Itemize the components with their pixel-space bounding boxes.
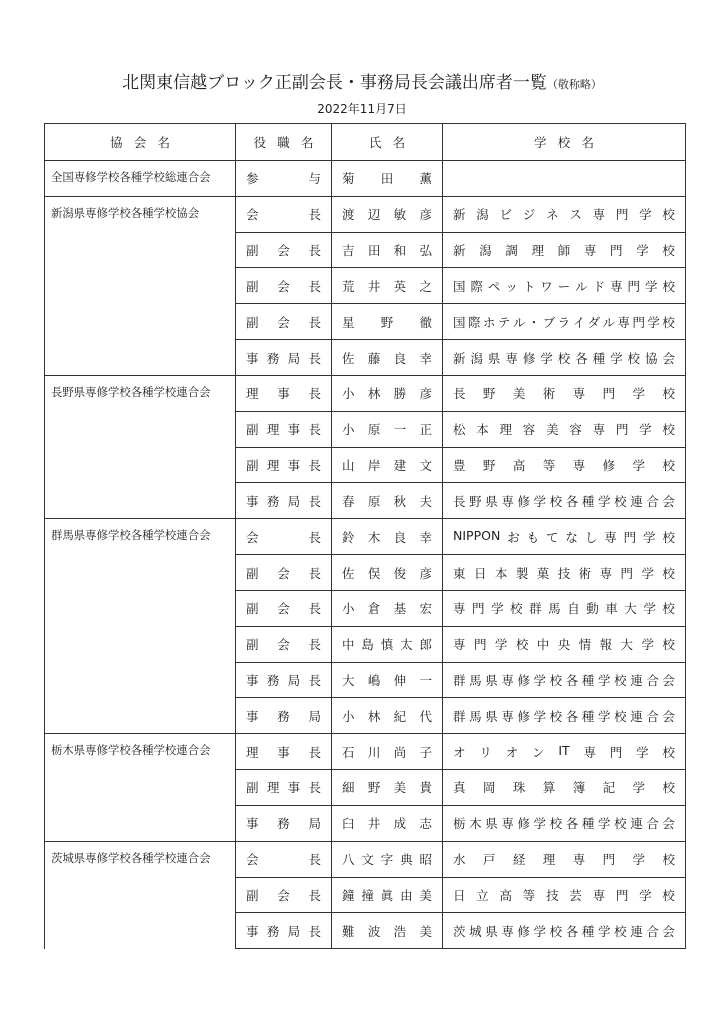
role-cell [236,232,332,268]
header-row [45,124,686,161]
name-cell [332,841,443,877]
table-header [45,124,686,161]
role-cell-text: 副 会 長 [246,243,321,259]
name-cell-text: 佐 俣 俊 彦 [342,565,432,581]
title-note: （敬称略） [546,78,602,91]
school-cell-text: 豊 野 高 等 専 修 学 校 [453,458,675,474]
header-association: 協会名 [45,124,236,161]
name-cell-text: 細 野 美 貴 [342,780,432,796]
role-cell-text: 事 務 局 長 [246,673,321,688]
role-cell [236,734,332,770]
role-cell-text: 副 理 事 長 [246,458,321,474]
school-cell-text: 群 馬 県 専 修 学 校 各 種 学 校 連 合 会 [453,708,675,724]
role-cell [236,304,332,340]
school-cell [443,841,686,877]
name-cell-text: 佐 藤 良 幸 [342,350,432,366]
name-cell-text: 星 野 徹 [342,314,432,330]
school-cell-text: 日 立 高 等 技 芸 専 門 学 校 [453,887,675,903]
name-cell-text: 中 島 慎 太 郎 [342,637,432,653]
name-cell-text: 小 倉 基 宏 [342,601,432,617]
name-cell [332,196,443,232]
name-cell-text: 渡 辺 敏 彦 [342,207,432,223]
name-cell [332,877,443,913]
role-cell-text: 参 与 [246,171,321,187]
name-cell [332,268,443,304]
role-cell [236,340,332,376]
table-row [45,196,686,232]
name-cell-text: 大 嶋 伸 一 [342,673,432,688]
role-cell [236,447,332,483]
school-cell [443,196,686,232]
role-cell-text: 事 務 局 長 [246,350,321,366]
name-cell [332,698,443,734]
role-cell [236,698,332,734]
association-cell: 全国専修学校各種学校総連合会 [45,161,236,197]
name-cell-text: 春 原 秋 夫 [342,493,432,509]
school-cell [443,734,686,770]
name-cell [332,483,443,519]
role-cell [236,268,332,304]
association-cell: 栃木県専修学校各種学校連合会 [45,734,236,841]
role-cell-text: 理 事 長 [246,744,321,760]
association-cell: 長野県専修学校各種学校連合会 [45,375,236,518]
school-cell-text: 東 日 本 製 菓 技 術 専 門 学 校 [453,565,675,581]
role-cell-text: 副 会 長 [246,565,321,581]
school-cell-text: 新 潟 調 理 師 専 門 学 校 [453,243,675,259]
name-cell-text: 荒 井 英 之 [342,278,432,294]
school-cell [443,805,686,841]
name-cell [332,770,443,806]
school-cell-text: 国 際 ペ ッ ト ワ ー ル ド 専 門 学 校 [453,278,675,294]
role-cell-text: 副 理 事 長 [246,422,321,438]
school-cell-text: 水 戸 経 理 専 門 学 校 [453,852,675,868]
name-cell [332,232,443,268]
role-cell-text: 会 長 [246,207,321,223]
name-cell-text: 八 文 字 典 昭 [342,852,432,868]
name-cell [332,734,443,770]
school-cell [443,304,686,340]
school-cell [443,232,686,268]
role-cell [236,913,332,949]
role-cell [236,626,332,662]
role-cell-text: 理 事 長 [246,386,321,402]
role-cell-text: 副 会 長 [246,637,321,653]
name-cell-text: 臼 井 成 志 [342,816,432,832]
name-cell [332,375,443,411]
school-cell [443,877,686,913]
role-cell-text: 副 会 長 [246,601,321,617]
school-cell [443,770,686,806]
name-cell-text: 菊 田 薫 [342,171,432,187]
role-cell-text: 副 会 長 [246,887,321,903]
name-cell [332,411,443,447]
header-school: 学校名 [443,124,686,161]
name-cell [332,340,443,376]
role-cell [236,770,332,806]
school-cell [443,590,686,626]
table-row [45,161,686,197]
name-cell-text: 石 川 尚 子 [342,744,432,760]
name-cell-text: 鈴 木 良 幸 [342,529,432,545]
name-cell-text: 吉 田 和 弘 [342,243,432,259]
school-cell [443,340,686,376]
role-cell [236,805,332,841]
role-cell [236,375,332,411]
school-cell [443,626,686,662]
association-cell: 茨城県専修学校各種学校連合会 [45,841,236,948]
school-cell [443,662,686,698]
school-cell [443,375,686,411]
document-title [0,72,724,96]
association-cell: 新潟県専修学校各種学校協会 [45,196,236,375]
school-cell [443,519,686,555]
role-cell [236,662,332,698]
school-cell-text: 新 潟 ビ ジ ネ ス 専 門 学 校 [453,207,675,223]
school-cell [443,698,686,734]
name-cell [332,626,443,662]
role-cell [236,841,332,877]
name-cell [332,913,443,949]
table-row [45,519,686,555]
table-body [45,161,686,949]
role-cell-text: 会 長 [246,529,321,545]
school-cell-text: 専 門 学 校 中 央 情 報 大 学 校 [453,637,675,653]
school-cell-text: 松 本 理 容 美 容 専 門 学 校 [453,422,675,438]
school-cell-text: 茨 城 県 専 修 学 校 各 種 学 校 連 合 会 [453,923,675,939]
document-date: 2022年11月7日 [317,102,407,116]
school-cell-text: 真 岡 珠 算 簿 記 学 校 [453,780,675,796]
school-cell [443,268,686,304]
role-cell-text: 副 理 事 長 [246,780,321,796]
name-cell-text: 山 岸 建 文 [342,458,432,474]
role-cell-text: 事 務 局 長 [246,493,321,509]
school-cell-text: 長 野 美 術 専 門 学 校 [453,386,675,402]
school-cell-text: 専 門 学 校 群 馬 自 動 車 大 学 校 [453,601,675,617]
header-role: 役職名 [236,124,332,161]
name-cell [332,555,443,591]
title-main: 北関東信越ブロック正副会長・事務局長会議出席者一覧 [122,73,547,93]
school-cell-text: 群 馬 県 専 修 学 校 各 種 学 校 連 合 会 [453,673,675,688]
name-cell [332,590,443,626]
attendee-table [44,123,686,949]
school-cell [443,483,686,519]
role-cell [236,590,332,626]
name-cell-text: 小 林 紀 代 [342,708,432,724]
school-cell-text: NIPPON お も て な し 専 門 学 校 [453,527,675,545]
role-cell [236,519,332,555]
name-cell [332,519,443,555]
name-cell [332,805,443,841]
role-cell-text: 事 務 局 長 [246,923,321,939]
table-row [45,734,686,770]
school-cell [443,913,686,949]
role-cell-text: 事 務 局 [246,708,321,724]
name-cell-text: 難 波 浩 美 [342,923,432,939]
name-cell [332,662,443,698]
school-cell [443,555,686,591]
name-cell [332,447,443,483]
role-cell [236,555,332,591]
header-name: 氏名 [332,124,443,161]
school-cell [443,411,686,447]
role-cell [236,411,332,447]
name-cell-text: 鐘 撞 眞 由 美 [342,887,432,903]
table-row [45,841,686,877]
role-cell [236,877,332,913]
school-cell-text: 栃 木 県 専 修 学 校 各 種 学 校 連 合 会 [453,816,675,832]
table-row [45,375,686,411]
school-cell-text: 長 野 県 専 修 学 校 各 種 学 校 連 合 会 [453,493,675,509]
name-cell-text: 小 原 一 正 [342,422,432,438]
school-cell-text: 国 際 ホ テ ル ・ ブ ラ イ ダ ル 専 門 学 校 [453,314,675,330]
school-cell [443,447,686,483]
name-cell-text: 小 林 勝 彦 [342,386,432,402]
school-cell [443,161,686,197]
role-cell-text: 副 会 長 [246,314,321,330]
school-cell-text: 新 潟 県 専 修 学 校 各 種 学 校 協 会 [453,350,675,366]
role-cell-text: 事 務 局 [246,816,321,832]
role-cell [236,161,332,197]
name-cell [332,161,443,197]
association-cell: 群馬県専修学校各種学校連合会 [45,519,236,734]
name-cell [332,304,443,340]
role-cell [236,196,332,232]
role-cell-text: 副 会 長 [246,278,321,294]
role-cell [236,483,332,519]
role-cell-text: 会 長 [246,852,321,868]
school-cell-text: オ リ オ ン IT 専 門 学 校 [453,742,675,760]
